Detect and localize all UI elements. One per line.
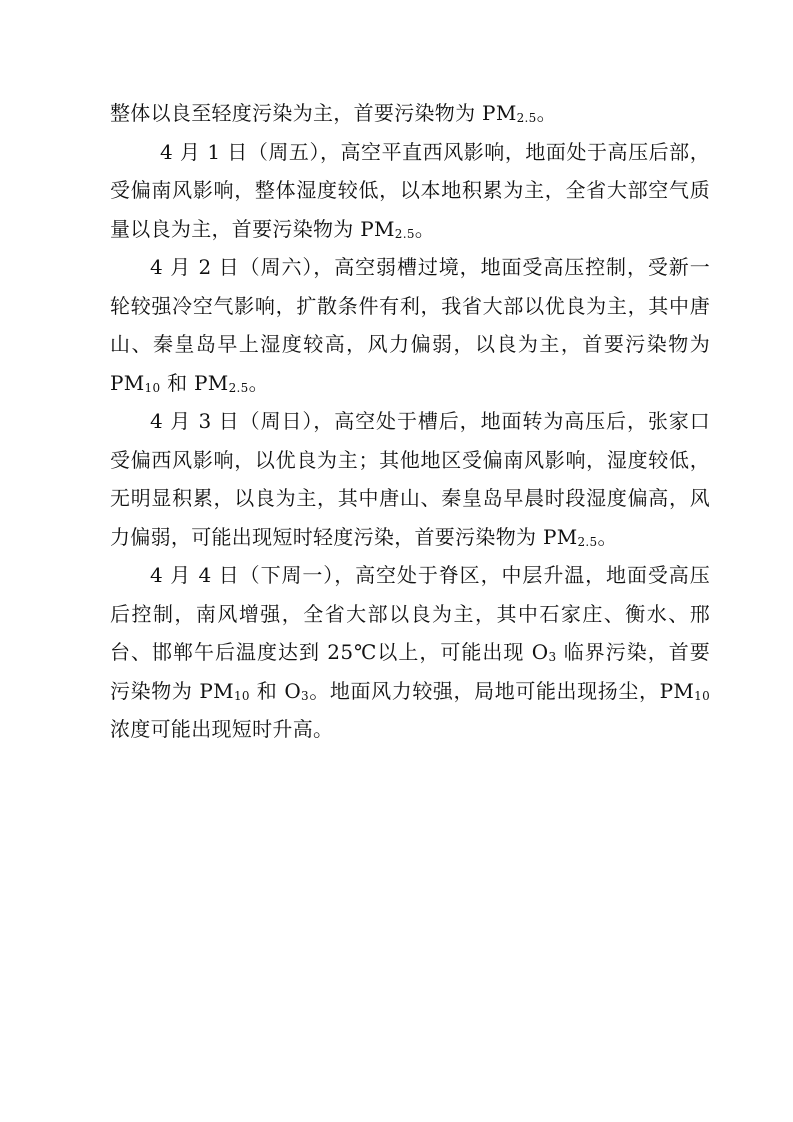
subscript: 10 [233,688,250,703]
text-run: 4 月 1 日（周五），高空平直西风影响，地面处于高压后部，受偏南风影响，整体湿度较低，以本地积累为主，全省大部空气质量以良为主，首要污染物为 PM [110,139,710,241]
text-run: 。地面风力较强，局地可能出现扬尘，PM [308,678,695,703]
subscript: 3 [548,650,557,664]
text-run: 和 O [249,678,302,703]
text-run: 4 月 4 日（下周一），高空处于脊区，中层升温，地面受高压后控制，南风增强，全省大部以良为主，其中石家庄、衡水、邢台、邯郸午后温度达到 25℃以上，可能出现 O [110,563,710,664]
text-run: 。 [414,216,436,241]
text-run: 4 月 3 日（周日），高空处于槽后，地面转为高压后，张家口受偏西风影响，以优良为主；其他地区受偏南风影响，湿度较低，无明显积累，以良为主，其中唐山、秦皇岛早晨时段湿度偏高，风力偏弱，可能出现短时轻度污染，首要污染物为 PM [110,409,710,549]
subscript: 10 [694,688,711,703]
subscript: 3 [301,688,309,703]
paragraph-april-4 [110,556,710,749]
text-run: 临界污染，首要污染物为 PM [110,640,710,703]
text-run: 。 [597,524,618,549]
text-run: 。 [536,101,557,125]
paragraph-april-1 [110,133,710,249]
subscript: 2.5 [516,111,537,125]
subscript: 2.5 [577,534,598,549]
subscript: 10 [144,380,161,395]
text-run: 浓度可能出现短时升高。 [110,717,334,741]
subscript: 2.5 [228,380,249,395]
text-run: 整体以良至轻度污染为主，首要污染物为 PM [110,101,517,125]
subscript: 2.5 [394,226,415,241]
paragraph-april-2 [110,248,710,402]
paragraph-april-3 [110,402,710,556]
text-run: 。 [248,370,269,395]
document-body [110,94,710,749]
paragraph-continuation [110,94,710,133]
text-run: 4 月 2 日（周六），高空弱槽过境，地面受高压控制，受新一轮较强冷空气影响，扩散条件有利，我省大部以优良为主，其中唐山、秦皇岛早上湿度较高，风力偏弱，以良为主，首要污染物为 PM [110,255,710,395]
text-run: 和 PM [160,370,229,395]
